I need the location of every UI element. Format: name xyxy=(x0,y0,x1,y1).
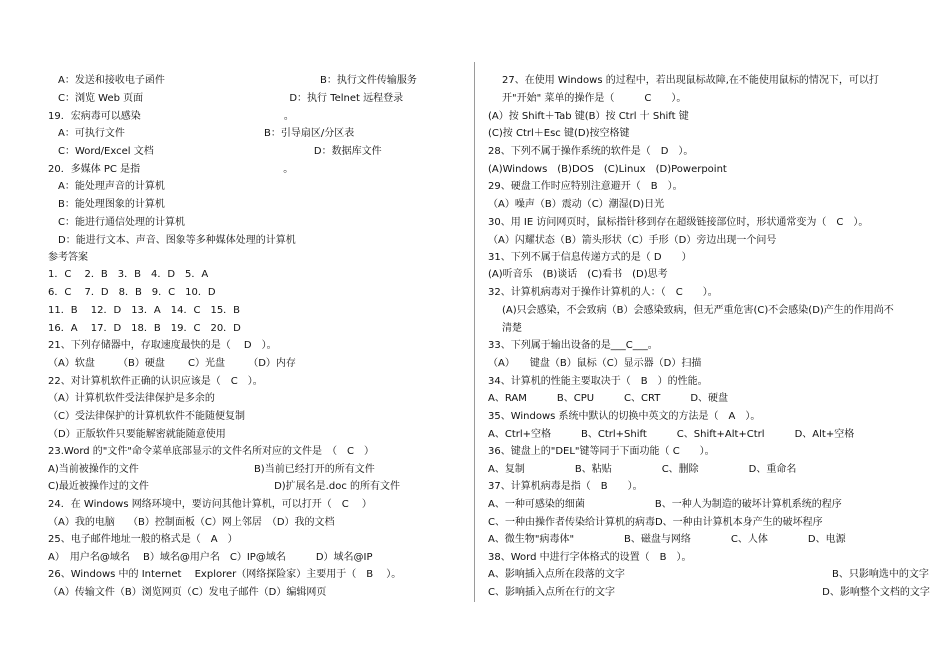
q20-stem xyxy=(48,163,294,177)
q30-options: （A）闪耀状态（B）箭头形状（C）手形（D）旁边出现一个问号 xyxy=(488,235,777,246)
q33-stem: 33、下列属于输出设备的是___C___。 xyxy=(488,340,658,351)
q26-stem: 26、Windows 中的 Internet Explorer（网络探险家）主要用于（ B ）。 xyxy=(48,569,402,580)
q38-option-b: B、只影响选中的文字 xyxy=(832,569,929,580)
q18-options-row2 xyxy=(58,92,404,106)
q19-option-a: A：可执行文件 xyxy=(58,128,125,139)
q29-stem: 29、硬盘工作时应特别注意避开（ B ）。 xyxy=(488,181,683,192)
q19-options-row1 xyxy=(58,127,355,141)
q22-stem: 22、对计算机软件正确的认识应该是（ C ）。 xyxy=(48,376,263,387)
q19-stem xyxy=(48,110,294,124)
q28-stem: 28、下列不属于操作系统的软件是（ D ）。 xyxy=(488,146,694,157)
q36-stem: 36、键盘上的"DEL"键等同于下面功能（ C ）。 xyxy=(488,446,715,457)
q19-option-d: D：数据库文件 xyxy=(313,146,382,157)
q21-options: （A）软盘 （B）硬盘 C）光盘 （D）内存 xyxy=(48,358,296,369)
q31-options: (A)听音乐 (B)谈话 (C)看书 (D)思考 xyxy=(488,269,668,280)
q22-option-d: （D）正版软件只要能解密就能随意使用 xyxy=(48,429,226,440)
q18-options-row1 xyxy=(58,74,417,88)
q38-option-c: C、影响插入点所在行的文字 xyxy=(488,587,615,598)
answers-row-1-5: 1．C 2．B 3．B 4．D 5．A xyxy=(48,269,209,280)
q18-option-b: B：执行文件传输服务 xyxy=(320,75,417,86)
q27-options-ab: (A）按 Shift＋Tab 键(B）按 Ctrl 十 Shift 键 xyxy=(488,111,689,122)
q36-options: A、复制 B、粘贴 C、删除 D、重命名 xyxy=(488,464,797,475)
q25-options: A） 用户名@域名 B）域名@用户名 C）IP@域名 D）域名@IP xyxy=(48,552,373,563)
q20-option-a: A：能处理声音的计算机 xyxy=(58,181,165,192)
q27-stem-line1: 27、在使用 Windows 的过程中，若出现鼠标故障,在不能使用鼠标的情况下，可以打 xyxy=(502,75,879,86)
q19-options-row2 xyxy=(58,145,382,159)
q23-option-a: A)当前被操作的文件 xyxy=(48,464,139,475)
q20-option-d: D：能进行文本、声音、图象等多种媒体处理的计算机 xyxy=(58,235,296,246)
q18-option-d: D：执行 Telnet 远程登录 xyxy=(289,93,404,104)
q38-options-row1 xyxy=(488,568,929,582)
column-divider xyxy=(474,62,475,602)
q22-option-a: （A）计算机软件受法律保护是多余的 xyxy=(48,393,215,404)
q19-option-b: B：引导扇区/分区表 xyxy=(264,128,355,139)
answers-row-11-15: 11．B 12．D 13．A 14．C 15．B xyxy=(48,305,241,316)
q34-stem: 34、计算机的性能主要取决于（ B ）的性能。 xyxy=(488,376,708,387)
q27-options-cd: (C)按 Ctrl＋Esc 键(D)按空格键 xyxy=(488,128,630,139)
q24-options: （A）我的电脑 （B）控制面板（C）网上邻居 （D）我的文档 xyxy=(48,517,335,528)
q32-stem: 32、计算机病毒对于操作计算机的人：（ C ）。 xyxy=(488,287,718,298)
q22-option-c: （C）受法律保护的计算机软件不能随便复制 xyxy=(48,411,245,422)
q20-period: 。 xyxy=(283,164,294,175)
q37-options-extra: A、微生物"病毒体" B、磁盘与网络 C、人体 D、电源 xyxy=(488,534,846,545)
q23-options-row1 xyxy=(48,463,375,477)
q38-option-d: D、影响整个文档的文字 xyxy=(822,587,930,598)
q19-period: 。 xyxy=(283,111,294,122)
q33-options: （A） 键盘（B）鼠标（C）显示器（D）扫描 xyxy=(488,358,702,369)
q34-options: A、RAM B、CPU C、CRT D、硬盘 xyxy=(488,393,729,404)
q30-stem: 30、用 IE 访问网页时，鼠标指针移到存在超级链接部位时，形状通常变为（ C ）。 xyxy=(488,217,869,228)
q20-stem-text: 20．多媒体 PC 是指 xyxy=(48,164,141,175)
answers-row-6-10: 6．C 7．D 8．B 9．C 10．D xyxy=(48,287,216,298)
q23-options-row2 xyxy=(48,480,401,494)
q20-option-b: B：能处理图象的计算机 xyxy=(58,199,165,210)
answers-row-16-20: 16．A 17．D 18．B 19．C 20．D xyxy=(48,323,241,334)
q18-option-a: A：发送和接收电子函件 xyxy=(58,75,165,86)
q20-option-c: C：能进行通信处理的计算机 xyxy=(58,217,185,228)
q35-stem: 35、Windows 系统中默认的切换中英文的方法是（ A ）。 xyxy=(488,411,761,422)
q21-stem: 21、下列存储器中，存取速度最快的是（ D ）。 xyxy=(48,340,277,351)
q27-stem-line2: 开"开始" 菜单的操作是（ C ）。 xyxy=(502,93,687,104)
q32-options-line2: 清楚 xyxy=(502,323,522,334)
q19-stem-text: 19．宏病毒可以感染 xyxy=(48,111,141,122)
q25-stem: 25、电子邮件地址一般的格式是（ A ） xyxy=(48,534,238,545)
q26-options: （A）传输文件（B）浏览网页（C）发电子邮件（D）编辑网页 xyxy=(48,587,327,598)
q24-stem: 24．在 Windows 网络环境中，要访问其他计算机，可以打开（ C ） xyxy=(48,499,372,510)
q28-options: (A)Windows (B)DOS (C)Linux (D)Powerpoint xyxy=(488,164,727,175)
q38-stem: 38、Word 中进行字体格式的设置（ B ）。 xyxy=(488,552,692,563)
q38-option-a: A、影响插入点所在段落的文字 xyxy=(488,569,625,580)
q37-stem: 37、计算机病毒是指（ B ）。 xyxy=(488,481,643,492)
q19-option-c: C：Word/Excel 文档 xyxy=(58,146,154,157)
q37-options-ab: A、一种可感染的细菌 B、一种人为制造的破坏计算机系统的程序 xyxy=(488,499,842,510)
q23-stem: 23.Word 的"文件"命令菜单底部显示的文件名所对应的文件是 （ C ） xyxy=(48,446,374,457)
q35-options: A、Ctrl+空格 B、Ctrl+Shift C、Shift+Alt+Ctrl D、Alt+空格 xyxy=(488,429,855,440)
q18-option-c: C：浏览 Web 页面 xyxy=(58,93,144,104)
q23-option-c: C)最近被操作过的文件 xyxy=(48,481,149,492)
q23-option-b: B)当前已经打开的所有文件 xyxy=(253,464,375,475)
q37-options-cd: C、一种由操作者传染给计算机的病毒D、一种由计算机本身产生的破坏程序 xyxy=(488,517,823,528)
q29-options: （A）噪声（B）震动（C）潮湿(D)日光 xyxy=(488,199,665,210)
q38-options-row2 xyxy=(488,586,930,600)
q23-option-d: D)扩展名是.doc 的所有文件 xyxy=(274,481,401,492)
answers-heading: 参考答案 xyxy=(48,252,88,263)
q31-stem: 31、下列不属于信息传递方式的是（ D ） xyxy=(488,252,692,263)
q32-options-line1: (A)只会感染，不会致病（B）会感染致病，但无严重危害(C)不会感染(D)产生的作用尚不 xyxy=(502,305,894,316)
